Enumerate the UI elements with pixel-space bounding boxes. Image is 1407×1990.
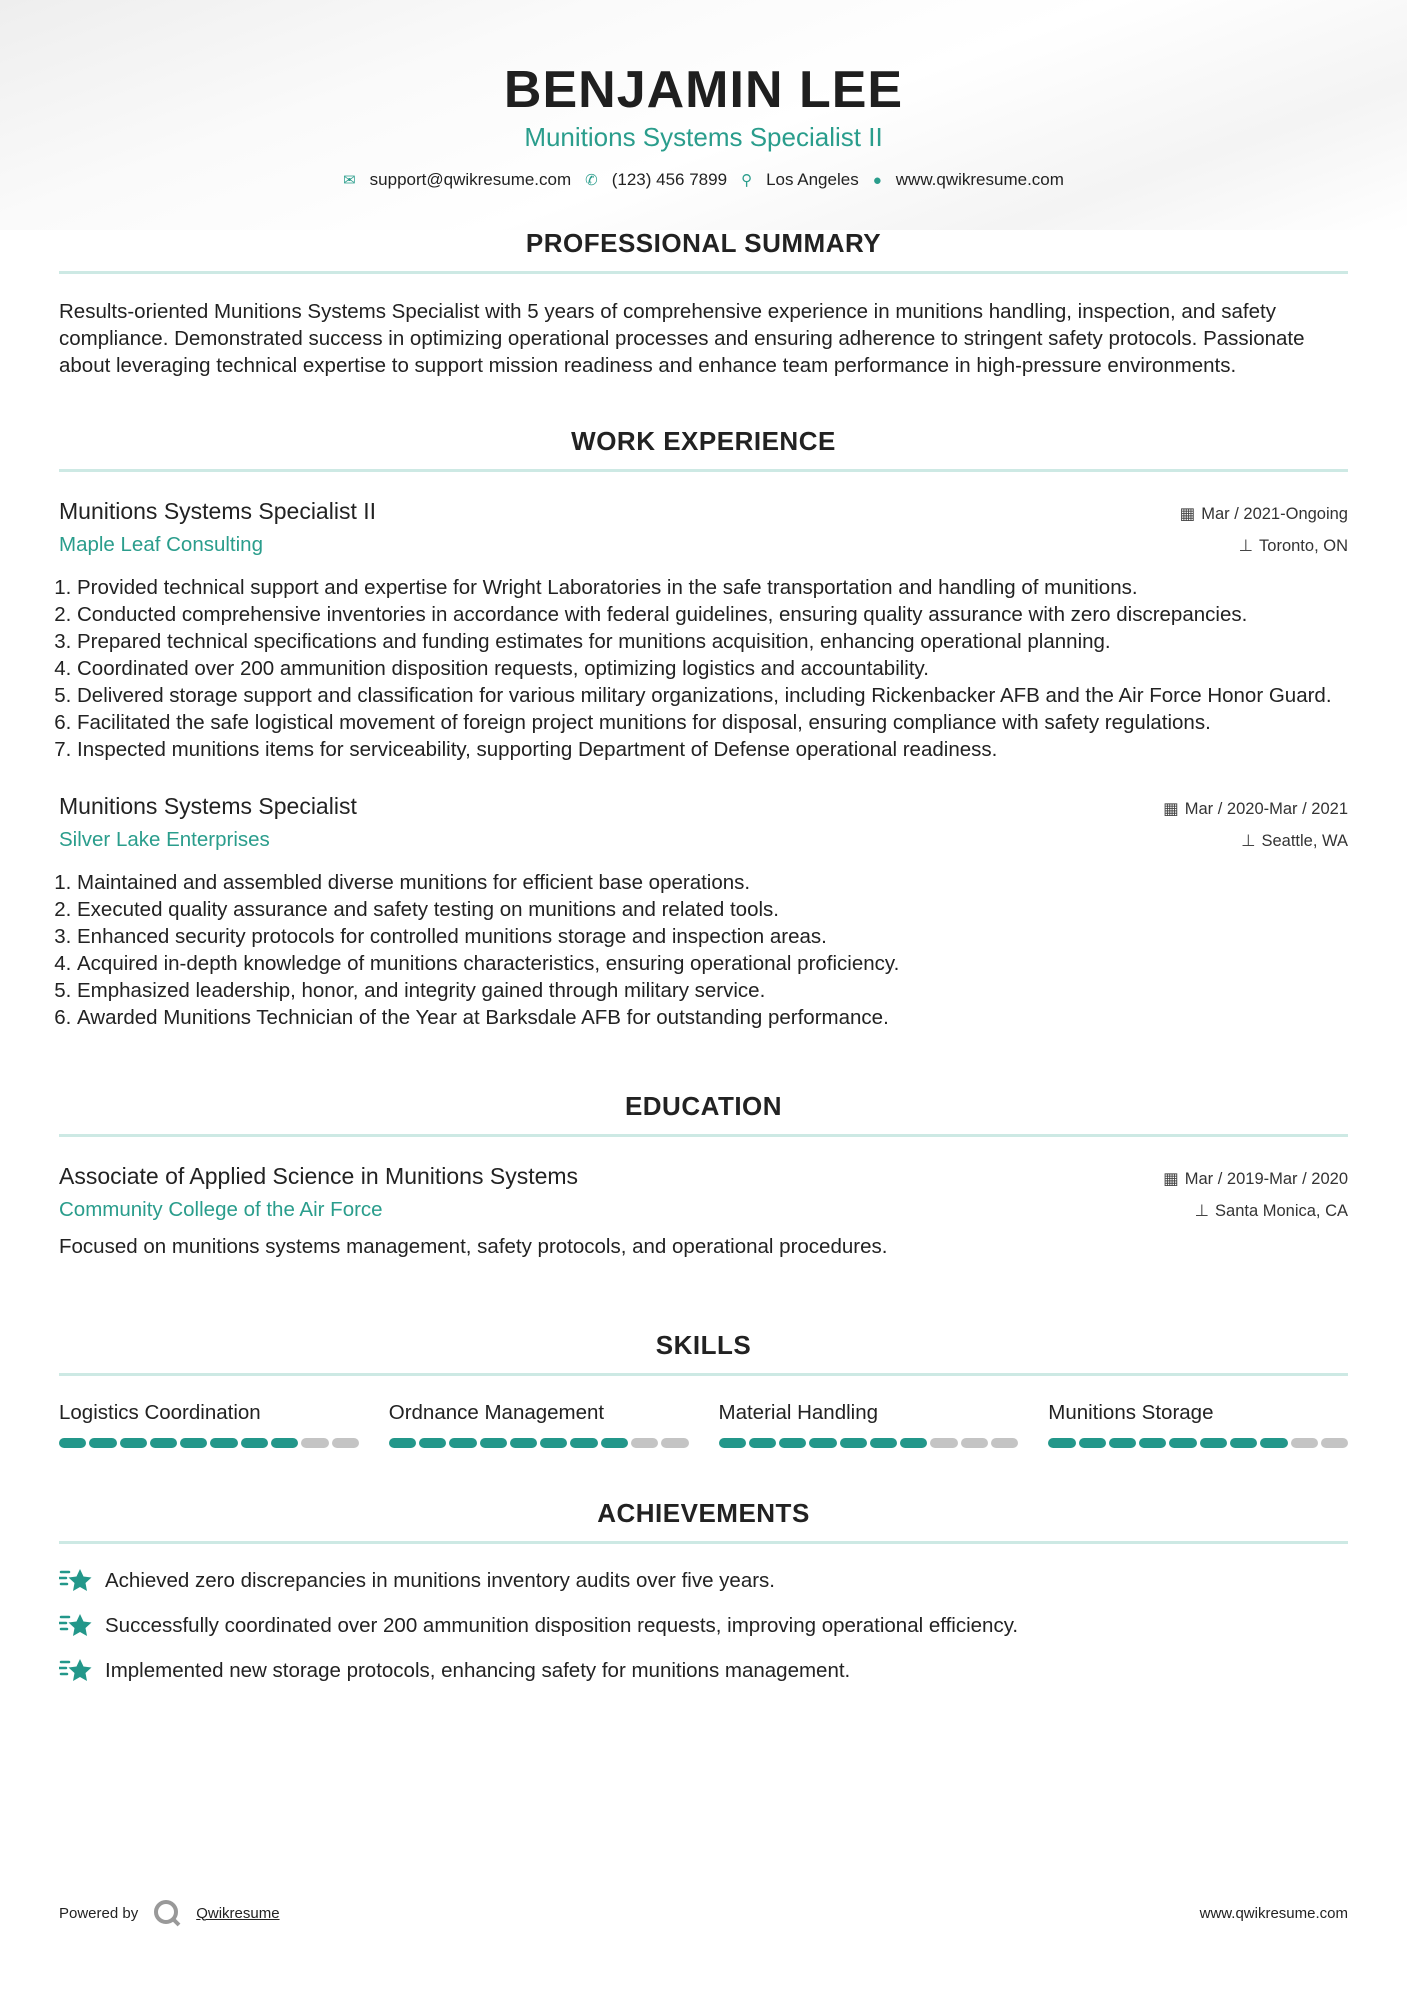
section-heading: PROFESSIONAL SUMMARY xyxy=(525,228,882,258)
list-item: 3. Enhanced security protocols for controlled munitions storage and inspection areas. xyxy=(77,923,1348,950)
list-item: 6. Facilitated the safe logistical movement of foreign project munitions for disposal, ensuring compliance with safety regulations. xyxy=(77,709,1348,736)
skill-segment xyxy=(1321,1438,1348,1448)
skill-name: Ordnance Management xyxy=(388,1401,605,1424)
skill-segment xyxy=(1109,1438,1136,1448)
section-heading: WORK EXPERIENCE xyxy=(571,426,836,456)
achievement-text: Achieved zero discrepancies in munitions inventory audits over five years. xyxy=(105,1568,775,1592)
skill-segment xyxy=(449,1438,476,1448)
list-item: 2. Conducted comprehensive inventories in accordance with federal guidelines, ensuring quality assurance with zero discrepancies. xyxy=(77,601,1348,628)
skill xyxy=(719,1400,1019,1448)
job-entry xyxy=(59,496,1348,763)
education-date: Mar / 2019-Mar / 2020 xyxy=(1184,1170,1348,1188)
skill-segment xyxy=(1291,1438,1318,1448)
powered-by-label: Powered by xyxy=(59,1904,139,1922)
skill-segment xyxy=(870,1438,897,1448)
divider xyxy=(59,1373,1348,1376)
education-location: Santa Monica, CA xyxy=(1215,1202,1348,1220)
skill xyxy=(1048,1400,1348,1448)
skill-segment xyxy=(1200,1438,1227,1448)
skill-level-bar xyxy=(1048,1438,1348,1448)
skill-segment xyxy=(332,1438,359,1448)
skill-segment xyxy=(719,1438,746,1448)
skill-segment xyxy=(749,1438,776,1448)
location: Los Angeles xyxy=(766,170,859,189)
skill-segment xyxy=(180,1438,207,1448)
skill-name: Material Handling xyxy=(718,1401,879,1424)
skill-segment xyxy=(480,1438,507,1448)
skill-segment xyxy=(1139,1438,1166,1448)
achievement-text: Implemented new storage protocols, enhancing safety for munitions management. xyxy=(105,1658,851,1682)
candidate-name: BENJAMIN LEE xyxy=(503,61,904,119)
list-item: 4. Acquired in-depth knowledge of munitions characteristics, ensuring operational proficiency. xyxy=(77,950,1348,977)
job-date: Mar / 2021-Ongoing xyxy=(1201,505,1348,523)
achievement-item xyxy=(59,1611,1348,1639)
skill-segment xyxy=(1079,1438,1106,1448)
company: Maple Leaf Consulting xyxy=(59,533,263,556)
pin-icon: ⊥ xyxy=(1194,1202,1210,1220)
skill-segment xyxy=(210,1438,237,1448)
skill-segment xyxy=(271,1438,298,1448)
job-location: Seattle, WA xyxy=(1261,832,1348,850)
skill-segment xyxy=(510,1438,537,1448)
school: Community College of the Air Force xyxy=(59,1198,383,1221)
summary-text: Results-oriented Munitions Systems Specialist with 5 years of comprehensive experience in munitions handling, inspection, and safety compliance. Demonstrated success in optimizing operational processes and ensuring adherence to stringent safety protocols. Passionate about leveraging technical expertise to support mission readiness and enhance team performance in high-pressure environments. xyxy=(59,300,1305,377)
job-location: Toronto, ON xyxy=(1259,537,1348,555)
skill-segment xyxy=(900,1438,927,1448)
list-item: 2. Executed quality assurance and safety testing on munitions and related tools. xyxy=(77,896,1348,923)
skill-segment xyxy=(631,1438,658,1448)
calendar-icon: ▦ xyxy=(1163,1170,1179,1188)
job-title: Munitions Systems Specialist xyxy=(59,793,357,819)
degree: Associate of Applied Science in Munitions Systems xyxy=(59,1163,579,1189)
email[interactable]: support@qwikresume.com xyxy=(369,170,572,189)
skill-segment xyxy=(540,1438,567,1448)
list-item: 3. Prepared technical specifications and funding estimates for munitions acquisition, enhancing operational planning. xyxy=(77,628,1348,655)
list-item: 5. Emphasized leadership, honor, and integrity gained through military service. xyxy=(77,977,1348,1004)
list-item: 1. Maintained and assembled diverse munitions for efficient base operations. xyxy=(77,869,1348,896)
education-description: Focused on munitions systems management, safety protocols, and operational procedures. xyxy=(59,1235,888,1258)
skill-segment xyxy=(419,1438,446,1448)
qwikresume-logo-icon xyxy=(152,1898,182,1928)
divider xyxy=(59,1134,1348,1137)
skill-level-bar xyxy=(719,1438,1019,1448)
skill xyxy=(59,1400,359,1448)
skill-segment xyxy=(1048,1438,1075,1448)
experience-section xyxy=(59,426,1348,1031)
skill-segment xyxy=(779,1438,806,1448)
star-icon xyxy=(59,1656,93,1684)
skill-segment xyxy=(1260,1438,1287,1448)
achievements-section xyxy=(59,1498,1348,1684)
footer xyxy=(59,1898,1348,1928)
skill-name: Munitions Storage xyxy=(1048,1401,1214,1424)
skill xyxy=(389,1400,689,1448)
skill-segment xyxy=(840,1438,867,1448)
list-item: 1. Provided technical support and expertise for Wright Laboratories in the safe transportation and handling of munitions. xyxy=(77,574,1348,601)
skill-segment xyxy=(961,1438,988,1448)
phone: (123) 456 7899 xyxy=(611,170,728,189)
section-heading: ACHIEVEMENTS xyxy=(597,1498,810,1528)
skill-segment xyxy=(301,1438,328,1448)
achievement-item xyxy=(59,1656,1348,1684)
phone-icon: ✆ xyxy=(585,172,598,189)
job-title: Munitions Systems Specialist II xyxy=(59,498,377,524)
skill-segment xyxy=(570,1438,597,1448)
calendar-icon: ▦ xyxy=(1179,505,1196,523)
skill-segment xyxy=(991,1438,1018,1448)
skill-level-bar xyxy=(59,1438,359,1448)
list-item: 7. Inspected munitions items for serviceability, supporting Department of Defense operational readiness. xyxy=(77,736,1348,763)
candidate-title: Munitions Systems Specialist II xyxy=(524,122,883,152)
star-icon xyxy=(59,1611,93,1639)
achievement-text: Successfully coordinated over 200 ammunition disposition requests, improving operational efficiency. xyxy=(105,1613,1019,1637)
skill-segment xyxy=(120,1438,147,1448)
skills-section xyxy=(59,1330,1348,1448)
job-bullets xyxy=(59,869,1348,1031)
skill-segment xyxy=(241,1438,268,1448)
education-section xyxy=(59,1091,1348,1260)
skill-segment xyxy=(601,1438,628,1448)
divider xyxy=(59,469,1348,472)
map-pin-icon: ⚲ xyxy=(741,172,753,189)
job-bullets xyxy=(59,574,1348,763)
skill-segment xyxy=(661,1438,688,1448)
star-icon xyxy=(59,1566,93,1594)
pin-icon: ⊥ xyxy=(1238,537,1254,555)
list-item: 5. Delivered storage support and classification for various military organizations, including Rickenbacker AFB and the Air Force Honor Guard. xyxy=(77,682,1348,709)
skill-segment xyxy=(930,1438,957,1448)
skill-segment xyxy=(1169,1438,1196,1448)
contact-bar xyxy=(59,169,1348,192)
summary-section xyxy=(59,228,1348,379)
pin-icon: ⊥ xyxy=(1241,832,1256,850)
skill-segment xyxy=(389,1438,416,1448)
job-entry xyxy=(59,791,1348,1031)
skill-segment xyxy=(1230,1438,1257,1448)
calendar-icon: ▦ xyxy=(1163,800,1179,818)
envelope-icon: ✉ xyxy=(343,172,356,189)
company: Silver Lake Enterprises xyxy=(59,828,270,851)
list-item: 4. Coordinated over 200 ammunition disposition requests, optimizing logistics and accountability. xyxy=(77,655,1348,682)
brand-link[interactable]: Qwikresume xyxy=(196,1904,280,1922)
skill-segment xyxy=(59,1438,86,1448)
section-heading: EDUCATION xyxy=(624,1091,783,1121)
skill-segment xyxy=(809,1438,836,1448)
skill-segment xyxy=(89,1438,116,1448)
job-date: Mar / 2020-Mar / 2021 xyxy=(1184,800,1348,818)
website[interactable]: www.qwikresume.com xyxy=(895,170,1064,189)
skill-segment xyxy=(150,1438,177,1448)
section-heading: SKILLS xyxy=(655,1330,752,1360)
divider xyxy=(59,271,1348,274)
skill-level-bar xyxy=(389,1438,689,1448)
footer-website[interactable]: www.qwikresume.com xyxy=(1199,1904,1348,1922)
skill-name: Logistics Coordination xyxy=(59,1401,261,1424)
achievement-item xyxy=(59,1566,1348,1594)
divider xyxy=(59,1541,1348,1544)
list-item: 6. Awarded Munitions Technician of the Year at Barksdale AFB for outstanding performance. xyxy=(77,1004,1348,1031)
globe-icon: ● xyxy=(872,172,882,189)
